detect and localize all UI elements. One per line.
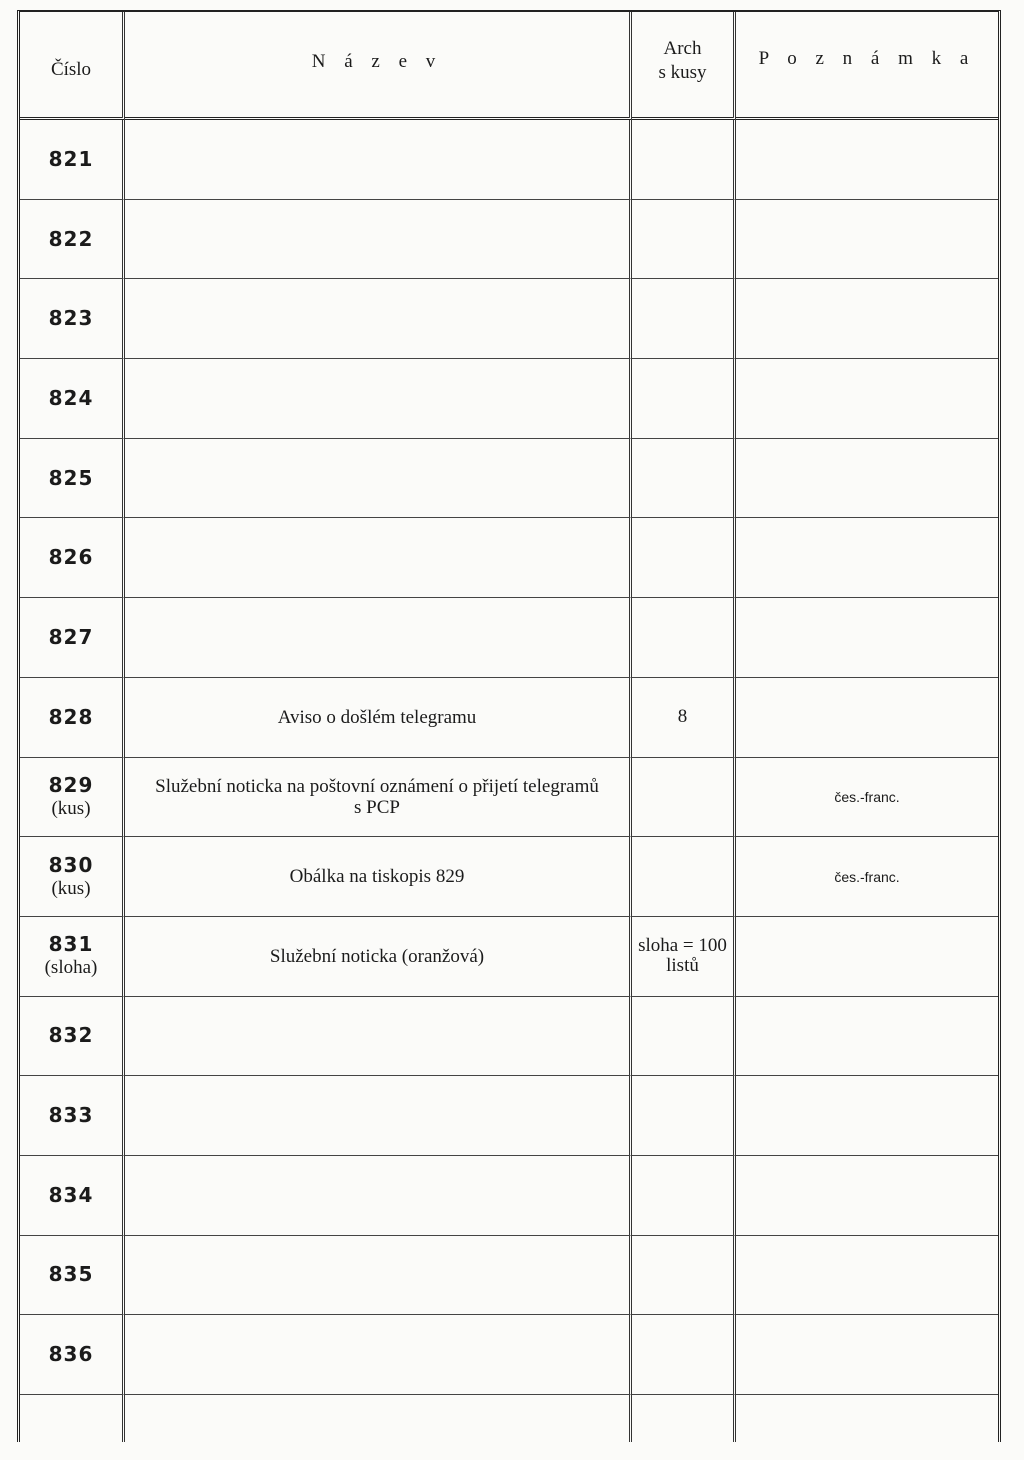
row-arch-cell	[632, 758, 736, 838]
form-number: 823	[48, 306, 94, 331]
row-arch-cell	[632, 518, 736, 598]
form-name: Služební noticka na poštovní oznámení o přijetí telegramů s PCP	[155, 775, 599, 818]
row-name-cell	[125, 678, 632, 758]
form-number: 830	[48, 852, 94, 877]
form-number: 833	[48, 1103, 94, 1128]
row-number-cell	[20, 837, 125, 917]
row-note-cell	[736, 1315, 998, 1395]
row-arch-cell	[632, 359, 736, 439]
row-note-cell	[736, 598, 998, 678]
row-name-cell	[125, 1236, 632, 1316]
row-arch-cell	[632, 1076, 736, 1156]
row-name-cell	[125, 120, 632, 200]
row-arch-cell	[632, 1156, 736, 1236]
form-number: 826	[48, 545, 94, 570]
table-tail-cell	[632, 1395, 736, 1442]
row-number-cell	[20, 279, 125, 359]
form-name: Aviso o došlém telegramu	[277, 706, 477, 728]
row-number-cell	[20, 1156, 125, 1236]
row-note-cell	[736, 279, 998, 359]
header-number: Číslo	[20, 12, 125, 120]
ledger-sheet	[17, 10, 1001, 1442]
header-arch	[632, 12, 736, 120]
row-number-cell	[20, 598, 125, 678]
row-name-cell	[125, 997, 632, 1077]
form-number: 835	[48, 1262, 94, 1287]
form-number: 831	[48, 932, 94, 957]
row-number-cell	[20, 917, 125, 997]
row-name-cell	[125, 837, 632, 917]
row-name-cell	[125, 598, 632, 678]
table-tail-cell	[736, 1395, 998, 1442]
row-name-cell	[125, 359, 632, 439]
form-arch-count: 8	[677, 706, 688, 728]
form-unit: (kus)	[51, 797, 91, 819]
row-arch-cell	[632, 917, 736, 997]
row-number-cell	[20, 200, 125, 280]
row-note-cell	[736, 917, 998, 997]
row-note-cell	[736, 1236, 998, 1316]
row-number-cell	[20, 758, 125, 838]
row-note-cell	[736, 1076, 998, 1156]
row-number-cell	[20, 359, 125, 439]
row-arch-cell	[632, 439, 736, 519]
row-arch-cell	[632, 678, 736, 758]
form-name: Služební noticka (oranžová)	[269, 945, 485, 967]
form-unit: (sloha)	[44, 957, 98, 979]
row-note-cell	[736, 678, 998, 758]
row-name-cell	[125, 758, 632, 838]
header-note: P o z n á m k a	[736, 12, 998, 120]
row-arch-cell	[632, 598, 736, 678]
row-note-cell	[736, 1156, 998, 1236]
row-note-cell	[736, 120, 998, 200]
form-number: 829	[48, 772, 94, 797]
row-number-cell	[20, 997, 125, 1077]
row-number-cell	[20, 678, 125, 758]
header-arch-line1: Arch	[663, 37, 702, 59]
row-number-cell	[20, 120, 125, 200]
form-unit: (kus)	[51, 877, 91, 899]
row-number-cell	[20, 518, 125, 598]
row-note-cell	[736, 758, 998, 838]
row-name-cell	[125, 518, 632, 598]
row-name-cell	[125, 439, 632, 519]
row-arch-cell	[632, 1315, 736, 1395]
row-name-cell	[125, 279, 632, 359]
form-number: 825	[48, 465, 94, 490]
form-number: 827	[48, 624, 94, 649]
form-register-table	[20, 12, 998, 1442]
row-name-cell	[125, 1156, 632, 1236]
header-arch-line2: s kusy	[658, 61, 707, 83]
row-number-cell	[20, 1076, 125, 1156]
row-arch-cell	[632, 997, 736, 1077]
form-number: 836	[48, 1342, 94, 1367]
form-number: 832	[48, 1023, 94, 1048]
row-name-cell	[125, 1076, 632, 1156]
table-tail-cell	[125, 1395, 632, 1442]
row-arch-cell	[632, 120, 736, 200]
row-number-cell	[20, 439, 125, 519]
row-note-cell	[736, 837, 998, 917]
row-arch-cell	[632, 837, 736, 917]
row-note-cell	[736, 439, 998, 519]
row-number-cell	[20, 1315, 125, 1395]
row-note-cell	[736, 997, 998, 1077]
form-number: 821	[48, 146, 94, 171]
row-name-cell	[125, 1315, 632, 1395]
row-number-cell	[20, 1236, 125, 1316]
form-number: 828	[48, 704, 94, 729]
form-number: 824	[48, 385, 94, 410]
form-name: Obálka na tiskopis 829	[289, 866, 465, 888]
row-arch-cell	[632, 279, 736, 359]
row-arch-cell	[632, 200, 736, 280]
form-note: čes.-franc.	[834, 868, 900, 885]
form-note: čes.-franc.	[834, 788, 900, 805]
row-name-cell	[125, 917, 632, 997]
form-number: 834	[48, 1182, 94, 1207]
form-number: 822	[48, 226, 94, 251]
row-note-cell	[736, 200, 998, 280]
header-name: N á z e v	[125, 12, 632, 120]
row-note-cell	[736, 359, 998, 439]
row-note-cell	[736, 518, 998, 598]
form-arch-count: sloha = 100 listů	[638, 935, 727, 977]
row-name-cell	[125, 200, 632, 280]
row-arch-cell	[632, 1236, 736, 1316]
table-tail-cell	[20, 1395, 125, 1442]
